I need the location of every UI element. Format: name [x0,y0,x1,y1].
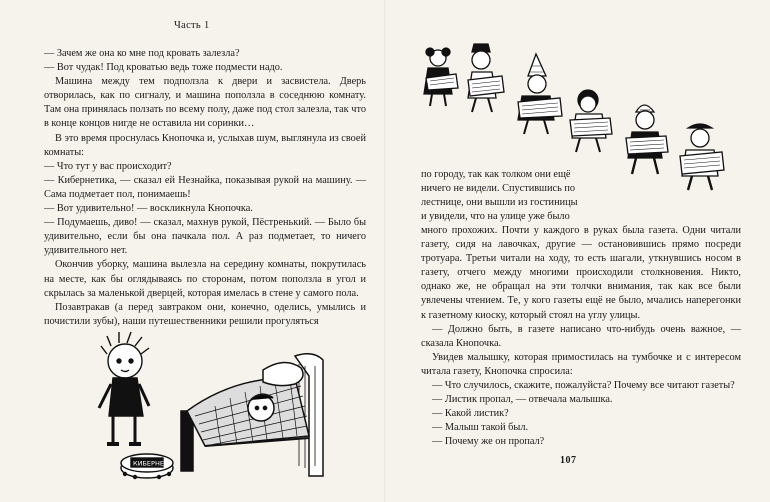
reader-girl [424,48,458,106]
bed [181,354,323,476]
reader-pointed-cap [518,54,562,134]
right-page-text [421,224,741,450]
reader-striped-cap [626,105,668,174]
paragraph: — Малыш такой был. [432,422,529,434]
paragraph: — Какой листик? [432,408,509,420]
paragraph: — Почему же он пропал? [432,436,545,448]
paragraph: — Зачем же она ко мне под кровать залезла? [44,48,240,59]
paragraph: — Подумаешь, диво! — сказал, махнув рукой, Пёстренький. — Было бы удивительно, если бы она пачкала пол. А раз подметает, то ничего удивительного нет. [44,217,366,257]
child-figure [99,332,149,444]
left-page-text [44,47,366,329]
right-page [385,0,770,502]
text-line: по городу, так как толком они ещё [421,169,571,180]
paragraph: Увидев малышку, которая примостилась на тумбочке и с интересом читала газету, Кнопочка спросила: [421,351,741,377]
robot-label: КИБЕРНЕТ [133,459,168,468]
paragraph: — Должно быть, в газете написано что-нибудь очень важное, — сказала Кнопочка. [421,323,741,349]
paragraph: — Вот чудак! Под кроватью ведь тоже подмести надо. [44,62,283,74]
right-page-wrapped-text [421,168,631,224]
illustration-bedroom [95,316,335,491]
text-line: и увидели, что на улице уже было [421,211,570,223]
text-line: лестнице, они вышли из гостиницы [421,197,578,209]
paragraph: — Кибернетика, — сказал ей Незнайка, показывая рукой на машину. — Сама подметает пол, понимаешь! [44,174,366,200]
cleaning-robot [121,454,173,479]
paragraph: — Листик пропал, — отвечала малышка. [432,394,613,406]
running-head: Часть 1 [174,20,210,31]
paragraph: много прохожих. Почти у каждого в руках была газета. Одни читали газету, сидя на лавочках, другие — остановившись прямо посреди тротуара. Третьи читали на ходу, то есть шагали, уткнувшись носом в газету, отчего между многими происходили столкновения. Никто, однако же, не обращал на эти толчки внимания, так как все были увлечены чтением. Те, у кого газеты ещё не было, мчались наперегонки к газетному киоску, который стоял на углу улицы. [421,225,741,321]
reader-curly [570,90,612,152]
paragraph: — Что тут у вас происходит? [44,160,172,172]
paragraph: Окончив уборку, машина вылезла на середину комнаты, покрутилась на месте, как бы оглядываясь по сторонам, потом поползла в угол и скрылась за маленькой дверцей, которая имелась в стене у самого пола. [44,259,366,299]
text-line: ничего не видели. Спустившись по [421,183,576,195]
paragraph: — Что случилось, скажите, пожалуйста? Почему все читают газеты? [432,380,735,392]
page-number: 107 [560,455,577,466]
paragraph: — Вот удивительно! — воскликнула Кнопочка. [44,203,253,215]
paragraph: Машина между тем подползла к двери и засвистела. Дверь отворилась, как по сигналу, и машина поползла в соседнюю комнату. Там она принялась ползать по всему полу, даже под стол залезла, так что в конце концов нигде не оставила ни соринки… [44,76,366,130]
reader-boy-hat [468,44,504,112]
reader-beret [680,124,724,190]
paragraph: Позавтракав (а перед завтраком они, конечно, оделись, умылись и почистили зубы), наши путешественники решили прогуляться [44,301,366,327]
paragraph: В это время проснулась Кнопочка и, услыхав шум, выглянула из своей комнаты: [44,132,366,158]
